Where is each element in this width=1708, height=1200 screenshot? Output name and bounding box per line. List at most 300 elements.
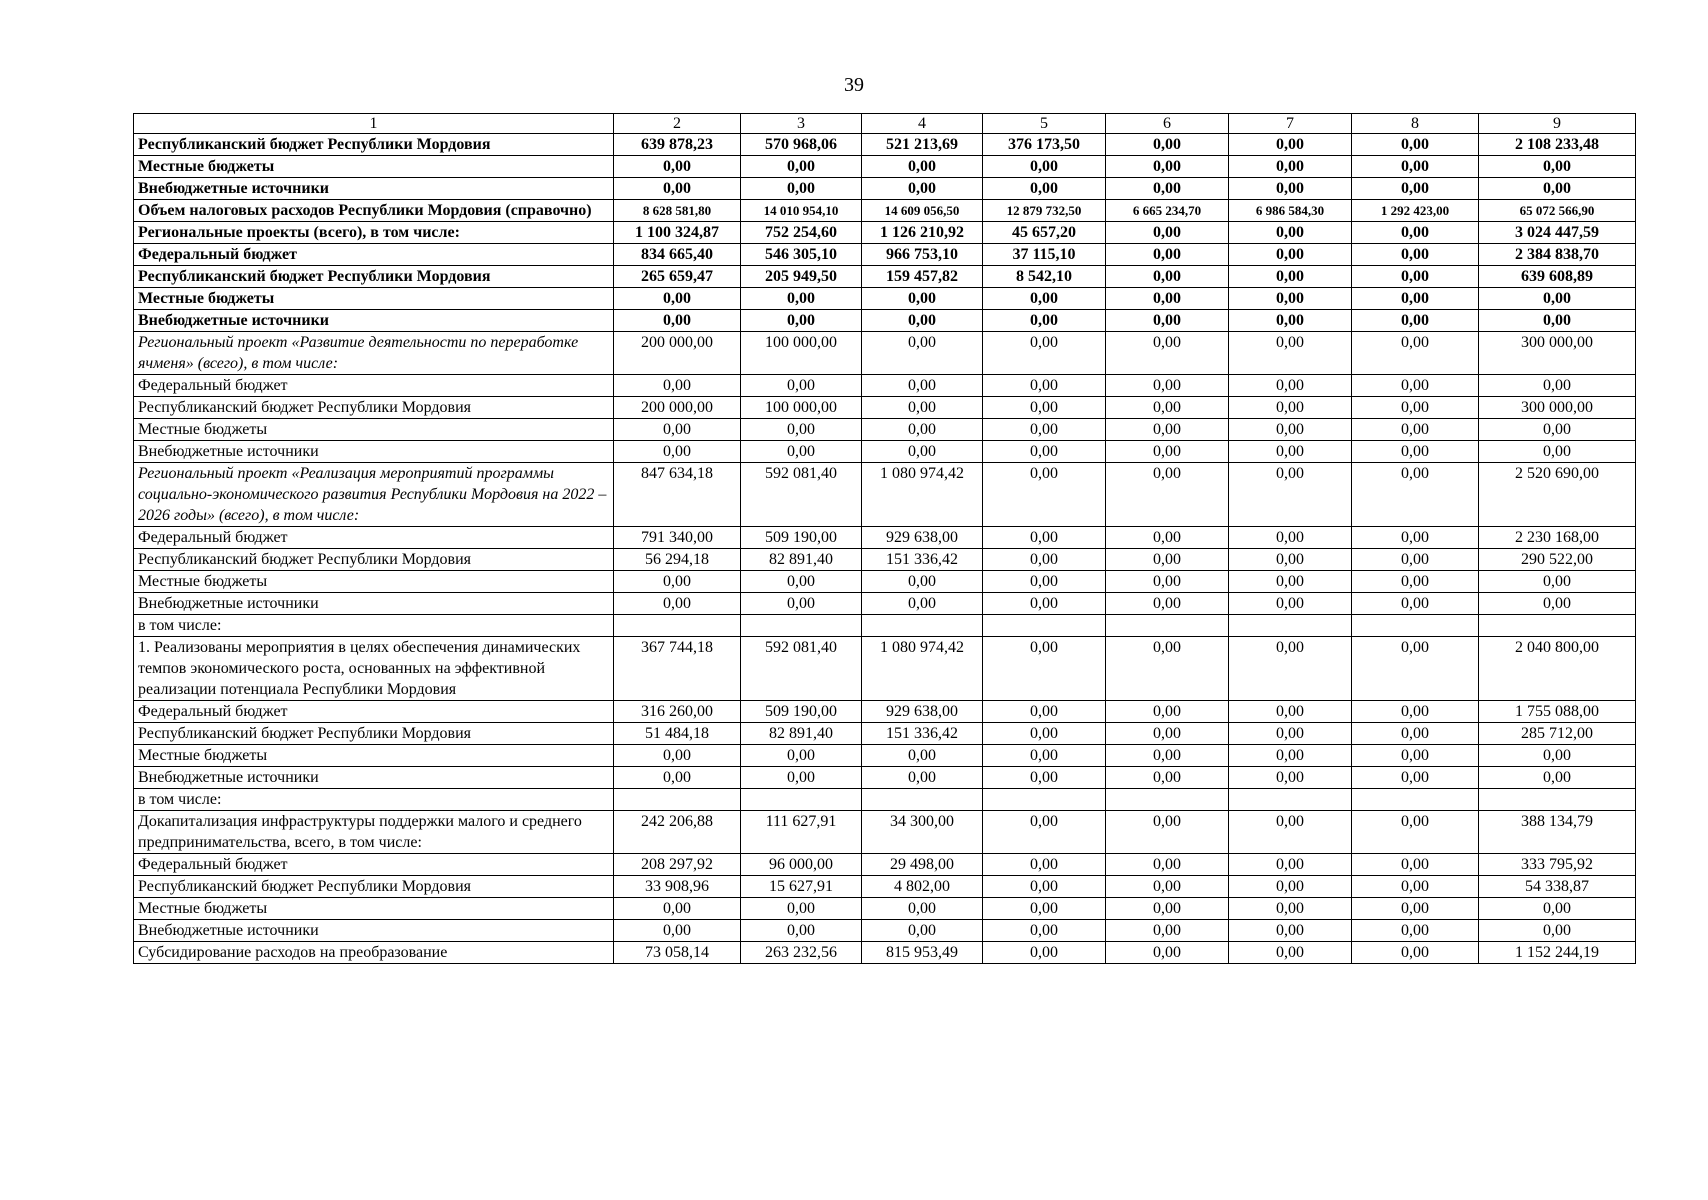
value-cell-col-7: 0,00 <box>1229 723 1352 745</box>
value-cell-col-5: 0,00 <box>983 811 1106 854</box>
value-cell-col-9: 0,00 <box>1479 767 1636 789</box>
value-cell-col-8: 0,00 <box>1352 463 1479 527</box>
value-cell-col-7: 0,00 <box>1229 375 1352 397</box>
value-cell-col-3: 570 968,06 <box>741 134 862 156</box>
value-cell-col-3: 0,00 <box>741 898 862 920</box>
value-cell-col-6: 6 665 234,70 <box>1106 200 1229 222</box>
row-label: Внебюджетные источники <box>134 310 614 332</box>
value-cell-col-6: 0,00 <box>1106 854 1229 876</box>
value-cell-col-5: 0,00 <box>983 637 1106 701</box>
header-row <box>134 114 1636 134</box>
value-cell-col-9: 65 072 566,90 <box>1479 200 1636 222</box>
column-header: 9 <box>1479 114 1636 134</box>
value-cell-col-8 <box>1352 615 1479 637</box>
value-cell-col-3: 509 190,00 <box>741 701 862 723</box>
value-cell-col-4: 151 336,42 <box>862 723 983 745</box>
value-cell-col-2: 8 628 581,80 <box>614 200 741 222</box>
table-row <box>134 266 1636 288</box>
value-cell-col-4: 0,00 <box>862 397 983 419</box>
column-header: 3 <box>741 114 862 134</box>
value-cell-col-2: 0,00 <box>614 767 741 789</box>
value-cell-col-5: 0,00 <box>983 593 1106 615</box>
value-cell-col-5: 0,00 <box>983 397 1106 419</box>
table-row <box>134 441 1636 463</box>
value-cell-col-3: 0,00 <box>741 375 862 397</box>
value-cell-col-7: 0,00 <box>1229 266 1352 288</box>
value-cell-col-7: 0,00 <box>1229 527 1352 549</box>
value-cell-col-7: 0,00 <box>1229 876 1352 898</box>
value-cell-col-3: 96 000,00 <box>741 854 862 876</box>
value-cell-col-3: 0,00 <box>741 767 862 789</box>
value-cell-col-8: 0,00 <box>1352 156 1479 178</box>
value-cell-col-9: 388 134,79 <box>1479 811 1636 854</box>
value-cell-col-8: 0,00 <box>1352 920 1479 942</box>
value-cell-col-5: 37 115,10 <box>983 244 1106 266</box>
row-label: в том числе: <box>134 789 614 811</box>
value-cell-col-7: 0,00 <box>1229 898 1352 920</box>
table-row <box>134 134 1636 156</box>
row-label: Республиканский бюджет Республики Мордовия <box>134 397 614 419</box>
value-cell-col-9: 2 230 168,00 <box>1479 527 1636 549</box>
table-row <box>134 637 1636 701</box>
row-label: Объем налоговых расходов Республики Мордовия (справочно) <box>134 200 614 222</box>
value-cell-col-5: 0,00 <box>983 419 1106 441</box>
value-cell-col-3: 592 081,40 <box>741 637 862 701</box>
value-cell-col-9: 2 040 800,00 <box>1479 637 1636 701</box>
value-cell-col-5: 0,00 <box>983 178 1106 200</box>
table-body <box>134 134 1636 964</box>
value-cell-col-8: 0,00 <box>1352 745 1479 767</box>
value-cell-col-3: 752 254,60 <box>741 222 862 244</box>
table-row <box>134 593 1636 615</box>
value-cell-col-7: 0,00 <box>1229 854 1352 876</box>
value-cell-col-4: 4 802,00 <box>862 876 983 898</box>
row-label: Местные бюджеты <box>134 156 614 178</box>
value-cell-col-8: 0,00 <box>1352 701 1479 723</box>
table-row <box>134 767 1636 789</box>
table-row <box>134 178 1636 200</box>
value-cell-col-8: 1 292 423,00 <box>1352 200 1479 222</box>
value-cell-col-5: 8 542,10 <box>983 266 1106 288</box>
table-row <box>134 332 1636 375</box>
value-cell-col-9: 0,00 <box>1479 745 1636 767</box>
column-header: 5 <box>983 114 1106 134</box>
value-cell-col-2: 367 744,18 <box>614 637 741 701</box>
value-cell-col-6: 0,00 <box>1106 463 1229 527</box>
row-label: Внебюджетные источники <box>134 920 614 942</box>
value-cell-col-2: 0,00 <box>614 288 741 310</box>
value-cell-col-6: 0,00 <box>1106 701 1229 723</box>
value-cell-col-6: 0,00 <box>1106 593 1229 615</box>
value-cell-col-2: 0,00 <box>614 178 741 200</box>
value-cell-col-3: 82 891,40 <box>741 723 862 745</box>
value-cell-col-9: 2 108 233,48 <box>1479 134 1636 156</box>
value-cell-col-5: 0,00 <box>983 441 1106 463</box>
value-cell-col-2 <box>614 615 741 637</box>
value-cell-col-8: 0,00 <box>1352 942 1479 964</box>
table-row <box>134 920 1636 942</box>
column-header: 6 <box>1106 114 1229 134</box>
value-cell-col-2: 1 100 324,87 <box>614 222 741 244</box>
value-cell-col-5: 0,00 <box>983 156 1106 178</box>
value-cell-col-6 <box>1106 615 1229 637</box>
value-cell-col-7: 0,00 <box>1229 441 1352 463</box>
value-cell-col-3: 0,00 <box>741 441 862 463</box>
value-cell-col-2: 0,00 <box>614 593 741 615</box>
value-cell-col-9: 0,00 <box>1479 441 1636 463</box>
value-cell-col-2: 200 000,00 <box>614 332 741 375</box>
value-cell-col-2: 0,00 <box>614 419 741 441</box>
value-cell-col-8: 0,00 <box>1352 527 1479 549</box>
value-cell-col-9 <box>1479 789 1636 811</box>
value-cell-col-4: 0,00 <box>862 571 983 593</box>
value-cell-col-8: 0,00 <box>1352 637 1479 701</box>
value-cell-col-2: 0,00 <box>614 310 741 332</box>
value-cell-col-3: 0,00 <box>741 288 862 310</box>
row-label: в том числе: <box>134 615 614 637</box>
table-row <box>134 310 1636 332</box>
row-label: 1. Реализованы мероприятия в целях обеспечения динамических темпов экономического роста, основанных на эффективной реализации потенциала Республики Мордовия <box>134 637 614 701</box>
value-cell-col-9: 0,00 <box>1479 920 1636 942</box>
page-number: 39 <box>844 74 864 96</box>
table-row <box>134 942 1636 964</box>
value-cell-col-5 <box>983 789 1106 811</box>
value-cell-col-7: 0,00 <box>1229 244 1352 266</box>
value-cell-col-4: 0,00 <box>862 767 983 789</box>
column-header: 1 <box>134 114 614 134</box>
value-cell-col-9: 1 152 244,19 <box>1479 942 1636 964</box>
value-cell-col-2: 51 484,18 <box>614 723 741 745</box>
value-cell-col-2: 0,00 <box>614 441 741 463</box>
value-cell-col-2: 0,00 <box>614 571 741 593</box>
value-cell-col-8: 0,00 <box>1352 244 1479 266</box>
row-label: Республиканский бюджет Республики Мордовия <box>134 549 614 571</box>
value-cell-col-7 <box>1229 615 1352 637</box>
value-cell-col-6: 0,00 <box>1106 134 1229 156</box>
value-cell-col-3: 100 000,00 <box>741 397 862 419</box>
value-cell-col-2: 0,00 <box>614 745 741 767</box>
value-cell-col-9: 0,00 <box>1479 178 1636 200</box>
value-cell-col-8: 0,00 <box>1352 441 1479 463</box>
row-label: Внебюджетные источники <box>134 593 614 615</box>
value-cell-col-9: 290 522,00 <box>1479 549 1636 571</box>
value-cell-col-5 <box>983 615 1106 637</box>
value-cell-col-5: 0,00 <box>983 375 1106 397</box>
table-row <box>134 419 1636 441</box>
value-cell-col-5: 0,00 <box>983 701 1106 723</box>
value-cell-col-9: 0,00 <box>1479 310 1636 332</box>
value-cell-col-6 <box>1106 789 1229 811</box>
value-cell-col-8: 0,00 <box>1352 178 1479 200</box>
value-cell-col-3: 82 891,40 <box>741 549 862 571</box>
value-cell-col-6: 0,00 <box>1106 266 1229 288</box>
value-cell-col-9: 639 608,89 <box>1479 266 1636 288</box>
value-cell-col-8: 0,00 <box>1352 375 1479 397</box>
value-cell-col-9: 0,00 <box>1479 419 1636 441</box>
value-cell-col-5: 0,00 <box>983 920 1106 942</box>
value-cell-col-2: 316 260,00 <box>614 701 741 723</box>
value-cell-col-3: 592 081,40 <box>741 463 862 527</box>
row-label: Республиканский бюджет Республики Мордовия <box>134 266 614 288</box>
value-cell-col-2: 200 000,00 <box>614 397 741 419</box>
value-cell-col-9: 333 795,92 <box>1479 854 1636 876</box>
value-cell-col-7: 0,00 <box>1229 222 1352 244</box>
value-cell-col-6: 0,00 <box>1106 288 1229 310</box>
column-header: 4 <box>862 114 983 134</box>
value-cell-col-8: 0,00 <box>1352 723 1479 745</box>
value-cell-col-7: 0,00 <box>1229 310 1352 332</box>
table-row <box>134 156 1636 178</box>
value-cell-col-8: 0,00 <box>1352 332 1479 375</box>
value-cell-col-2: 639 878,23 <box>614 134 741 156</box>
value-cell-col-5: 0,00 <box>983 549 1106 571</box>
value-cell-col-4: 0,00 <box>862 375 983 397</box>
row-label: Региональный проект «Развитие деятельности по переработке ячменя» (всего), в том числе: <box>134 332 614 375</box>
value-cell-col-9: 54 338,87 <box>1479 876 1636 898</box>
value-cell-col-7: 0,00 <box>1229 549 1352 571</box>
value-cell-col-7: 0,00 <box>1229 637 1352 701</box>
value-cell-col-8: 0,00 <box>1352 854 1479 876</box>
row-label: Внебюджетные источники <box>134 178 614 200</box>
value-cell-col-2: 0,00 <box>614 898 741 920</box>
value-cell-col-7: 0,00 <box>1229 593 1352 615</box>
value-cell-col-7: 0,00 <box>1229 397 1352 419</box>
value-cell-col-4 <box>862 615 983 637</box>
value-cell-col-9: 0,00 <box>1479 898 1636 920</box>
value-cell-col-6: 0,00 <box>1106 441 1229 463</box>
value-cell-col-4: 0,00 <box>862 156 983 178</box>
value-cell-col-2: 847 634,18 <box>614 463 741 527</box>
value-cell-col-8: 0,00 <box>1352 266 1479 288</box>
value-cell-col-3: 263 232,56 <box>741 942 862 964</box>
value-cell-col-2: 265 659,47 <box>614 266 741 288</box>
row-label: Республиканский бюджет Республики Мордовия <box>134 723 614 745</box>
value-cell-col-3: 0,00 <box>741 178 862 200</box>
value-cell-col-9: 0,00 <box>1479 571 1636 593</box>
value-cell-col-7 <box>1229 789 1352 811</box>
value-cell-col-3 <box>741 615 862 637</box>
table-row <box>134 288 1636 310</box>
table-row <box>134 854 1636 876</box>
value-cell-col-4: 0,00 <box>862 332 983 375</box>
value-cell-col-5: 12 879 732,50 <box>983 200 1106 222</box>
value-cell-col-9: 1 755 088,00 <box>1479 701 1636 723</box>
value-cell-col-8: 0,00 <box>1352 549 1479 571</box>
table-row <box>134 723 1636 745</box>
value-cell-col-7: 0,00 <box>1229 419 1352 441</box>
value-cell-col-3: 546 305,10 <box>741 244 862 266</box>
row-label: Региональные проекты (всего), в том числе: <box>134 222 614 244</box>
value-cell-col-4: 521 213,69 <box>862 134 983 156</box>
value-cell-col-2: 0,00 <box>614 920 741 942</box>
value-cell-col-2: 56 294,18 <box>614 549 741 571</box>
value-cell-col-3: 0,00 <box>741 419 862 441</box>
value-cell-col-6: 0,00 <box>1106 745 1229 767</box>
value-cell-col-3: 111 627,91 <box>741 811 862 854</box>
table-row <box>134 876 1636 898</box>
value-cell-col-9: 0,00 <box>1479 593 1636 615</box>
value-cell-col-6: 0,00 <box>1106 375 1229 397</box>
table-row <box>134 397 1636 419</box>
value-cell-col-6: 0,00 <box>1106 310 1229 332</box>
value-cell-col-4: 0,00 <box>862 310 983 332</box>
table-row <box>134 701 1636 723</box>
value-cell-col-7: 0,00 <box>1229 767 1352 789</box>
row-label: Местные бюджеты <box>134 571 614 593</box>
value-cell-col-3: 0,00 <box>741 920 862 942</box>
row-label: Докапитализация инфраструктуры поддержки малого и среднего предпринимательства, всего, в том числе: <box>134 811 614 854</box>
value-cell-col-3: 509 190,00 <box>741 527 862 549</box>
value-cell-col-3: 0,00 <box>741 156 862 178</box>
value-cell-col-4: 14 609 056,50 <box>862 200 983 222</box>
value-cell-col-5: 0,00 <box>983 723 1106 745</box>
value-cell-col-9: 2 384 838,70 <box>1479 244 1636 266</box>
row-label: Местные бюджеты <box>134 898 614 920</box>
value-cell-col-9: 3 024 447,59 <box>1479 222 1636 244</box>
value-cell-col-7: 0,00 <box>1229 178 1352 200</box>
value-cell-col-9: 300 000,00 <box>1479 397 1636 419</box>
value-cell-col-6: 0,00 <box>1106 244 1229 266</box>
value-cell-col-7: 0,00 <box>1229 463 1352 527</box>
value-cell-col-4: 0,00 <box>862 898 983 920</box>
value-cell-col-6: 0,00 <box>1106 419 1229 441</box>
value-cell-col-7: 0,00 <box>1229 134 1352 156</box>
value-cell-col-8: 0,00 <box>1352 397 1479 419</box>
value-cell-col-8: 0,00 <box>1352 898 1479 920</box>
table-row <box>134 463 1636 527</box>
value-cell-col-7: 0,00 <box>1229 920 1352 942</box>
value-cell-col-7: 0,00 <box>1229 942 1352 964</box>
value-cell-col-8: 0,00 <box>1352 593 1479 615</box>
row-label: Региональный проект «Реализация мероприятий программы социально-экономического развития Республики Мордовия на 2022 – 2026 годы» (всего), в том числе: <box>134 463 614 527</box>
value-cell-col-3: 0,00 <box>741 593 862 615</box>
value-cell-col-5: 0,00 <box>983 571 1106 593</box>
value-cell-col-8: 0,00 <box>1352 310 1479 332</box>
value-cell-col-6: 0,00 <box>1106 178 1229 200</box>
value-cell-col-6: 0,00 <box>1106 571 1229 593</box>
column-header: 8 <box>1352 114 1479 134</box>
value-cell-col-5: 0,00 <box>983 527 1106 549</box>
table-row <box>134 200 1636 222</box>
row-label: Республиканский бюджет Республики Мордовия <box>134 876 614 898</box>
value-cell-col-9: 0,00 <box>1479 375 1636 397</box>
value-cell-col-4: 34 300,00 <box>862 811 983 854</box>
value-cell-col-8 <box>1352 789 1479 811</box>
table-row <box>134 811 1636 854</box>
value-cell-col-4: 0,00 <box>862 745 983 767</box>
value-cell-col-7: 0,00 <box>1229 288 1352 310</box>
value-cell-col-8: 0,00 <box>1352 571 1479 593</box>
value-cell-col-9: 0,00 <box>1479 288 1636 310</box>
value-cell-col-5: 0,00 <box>983 767 1106 789</box>
value-cell-col-5: 0,00 <box>983 854 1106 876</box>
value-cell-col-5: 0,00 <box>983 745 1106 767</box>
value-cell-col-5: 0,00 <box>983 332 1106 375</box>
table-row <box>134 789 1636 811</box>
value-cell-col-4: 0,00 <box>862 178 983 200</box>
value-cell-col-9: 0,00 <box>1479 156 1636 178</box>
value-cell-col-8: 0,00 <box>1352 811 1479 854</box>
column-header: 7 <box>1229 114 1352 134</box>
value-cell-col-2: 33 908,96 <box>614 876 741 898</box>
column-header: 2 <box>614 114 741 134</box>
row-label: Республиканский бюджет Республики Мордовия <box>134 134 614 156</box>
value-cell-col-4: 929 638,00 <box>862 701 983 723</box>
value-cell-col-3: 205 949,50 <box>741 266 862 288</box>
value-cell-col-7: 0,00 <box>1229 811 1352 854</box>
value-cell-col-8: 0,00 <box>1352 288 1479 310</box>
value-cell-col-4: 0,00 <box>862 288 983 310</box>
value-cell-col-6: 0,00 <box>1106 332 1229 375</box>
value-cell-col-6: 0,00 <box>1106 527 1229 549</box>
value-cell-col-8: 0,00 <box>1352 767 1479 789</box>
value-cell-col-4: 29 498,00 <box>862 854 983 876</box>
value-cell-col-5: 376 173,50 <box>983 134 1106 156</box>
value-cell-col-2: 73 058,14 <box>614 942 741 964</box>
value-cell-col-4: 0,00 <box>862 920 983 942</box>
value-cell-col-2: 791 340,00 <box>614 527 741 549</box>
row-label: Внебюджетные источники <box>134 767 614 789</box>
value-cell-col-7: 0,00 <box>1229 745 1352 767</box>
row-label: Федеральный бюджет <box>134 375 614 397</box>
value-cell-col-3: 15 627,91 <box>741 876 862 898</box>
table-row <box>134 571 1636 593</box>
value-cell-col-5: 0,00 <box>983 310 1106 332</box>
value-cell-col-9: 2 520 690,00 <box>1479 463 1636 527</box>
value-cell-col-8: 0,00 <box>1352 134 1479 156</box>
value-cell-col-8: 0,00 <box>1352 419 1479 441</box>
value-cell-col-4: 0,00 <box>862 593 983 615</box>
value-cell-col-3: 0,00 <box>741 571 862 593</box>
value-cell-col-5: 45 657,20 <box>983 222 1106 244</box>
value-cell-col-6: 0,00 <box>1106 549 1229 571</box>
table-row <box>134 222 1636 244</box>
value-cell-col-5: 0,00 <box>983 288 1106 310</box>
table-row <box>134 745 1636 767</box>
value-cell-col-6: 0,00 <box>1106 767 1229 789</box>
value-cell-col-3: 0,00 <box>741 310 862 332</box>
value-cell-col-2: 0,00 <box>614 156 741 178</box>
table-row <box>134 898 1636 920</box>
value-cell-col-4: 1 080 974,42 <box>862 637 983 701</box>
value-cell-col-4: 151 336,42 <box>862 549 983 571</box>
value-cell-col-2: 0,00 <box>614 375 741 397</box>
value-cell-col-4: 0,00 <box>862 419 983 441</box>
value-cell-col-6: 0,00 <box>1106 898 1229 920</box>
row-label: Местные бюджеты <box>134 419 614 441</box>
row-label: Местные бюджеты <box>134 745 614 767</box>
value-cell-col-9: 285 712,00 <box>1479 723 1636 745</box>
value-cell-col-5: 0,00 <box>983 942 1106 964</box>
value-cell-col-4: 0,00 <box>862 441 983 463</box>
budget-table <box>133 113 1636 964</box>
value-cell-col-8: 0,00 <box>1352 222 1479 244</box>
row-label: Субсидирование расходов на преобразование <box>134 942 614 964</box>
value-cell-col-7: 0,00 <box>1229 332 1352 375</box>
table-row <box>134 615 1636 637</box>
value-cell-col-4: 1 126 210,92 <box>862 222 983 244</box>
value-cell-col-4: 966 753,10 <box>862 244 983 266</box>
value-cell-col-8: 0,00 <box>1352 876 1479 898</box>
value-cell-col-4: 159 457,82 <box>862 266 983 288</box>
value-cell-col-6: 0,00 <box>1106 637 1229 701</box>
value-cell-col-9 <box>1479 615 1636 637</box>
value-cell-col-6: 0,00 <box>1106 876 1229 898</box>
value-cell-col-6: 0,00 <box>1106 397 1229 419</box>
value-cell-col-3: 0,00 <box>741 745 862 767</box>
table-row <box>134 527 1636 549</box>
value-cell-col-5: 0,00 <box>983 463 1106 527</box>
